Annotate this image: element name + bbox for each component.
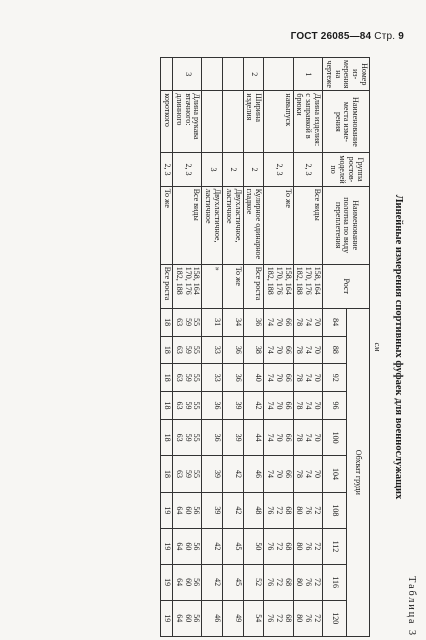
table-row (161, 58, 173, 637)
value-cell (173, 564, 202, 600)
value: 59 (183, 318, 193, 327)
value-cell (223, 364, 244, 392)
col-header-girth-group: Обхват груди (346, 308, 369, 636)
girth-header: 104 (323, 456, 347, 492)
col-header-place: Наименование места изме-рения (323, 91, 370, 153)
value: 63 (174, 470, 184, 478)
height-value: 158, 164 (283, 266, 293, 295)
height-value: 182, 188 (266, 266, 276, 295)
height-value: 158, 164 (313, 266, 323, 295)
value-cell (293, 392, 322, 420)
value: 76 (304, 614, 314, 623)
value: 19 (163, 506, 173, 515)
value: 63 (174, 401, 184, 410)
value-cell (223, 308, 244, 336)
table-body (161, 58, 323, 637)
value: 70 (313, 401, 323, 410)
measurement-place: Длина рукава втачного: длинного (173, 91, 202, 153)
value: 78 (295, 401, 305, 410)
value: 66 (283, 318, 293, 327)
value: 63 (174, 433, 184, 442)
value: 74 (266, 345, 276, 354)
value: 72 (313, 506, 323, 515)
value-cell (161, 456, 173, 492)
value-cell (243, 308, 264, 336)
height-value: 182, 188 (295, 266, 305, 295)
value-cell (202, 308, 223, 336)
col-header-name: Наименование полотна по виду переплетения (323, 186, 370, 264)
value: 19 (163, 542, 173, 551)
value: 42 (213, 542, 223, 551)
value: 54 (254, 614, 264, 623)
value: 76 (304, 506, 314, 515)
table-label: Таблица 3 (406, 576, 417, 637)
value: 31 (213, 318, 223, 327)
measurement-place (223, 91, 244, 153)
value-cell (223, 392, 244, 420)
value: 50 (254, 542, 264, 551)
value: 55 (192, 345, 202, 354)
value-cell (264, 600, 293, 636)
value: 40 (254, 373, 264, 382)
value-cell (202, 564, 223, 600)
value-cell (161, 308, 173, 336)
girth-header: 88 (323, 336, 347, 364)
value: 78 (295, 470, 305, 478)
value-cell (173, 529, 202, 565)
value: 45 (233, 578, 243, 587)
value: 80 (295, 542, 305, 551)
value: 56 (192, 506, 202, 515)
gost-number: ГОСТ 26085—84 (290, 31, 372, 42)
value: 42 (254, 401, 264, 410)
value: 70 (274, 470, 284, 478)
value: 59 (183, 433, 193, 442)
value-cell (173, 308, 202, 336)
measurement-number: 1 (293, 58, 322, 91)
value: 59 (183, 401, 193, 410)
value-cell (223, 456, 244, 492)
measurement-number: 2 (243, 58, 264, 91)
value-cell (243, 529, 264, 565)
value: 42 (233, 506, 243, 515)
measurement-place (202, 91, 223, 153)
value: 59 (183, 373, 193, 382)
value-cell (293, 600, 322, 636)
height-value: 170, 176 (183, 266, 193, 295)
measurement-number (223, 58, 244, 91)
value-cell (161, 364, 173, 392)
value: 55 (192, 470, 202, 478)
height-values (173, 264, 202, 308)
value-cell (223, 564, 244, 600)
value: 70 (274, 373, 284, 382)
value: 55 (192, 433, 202, 442)
value: 18 (163, 373, 173, 382)
height-value: Все роста (163, 266, 173, 301)
value-cell (161, 336, 173, 364)
value: 33 (213, 345, 223, 354)
value: 39 (233, 401, 243, 410)
col-header-group: Группа ростов-моделей по (323, 153, 370, 186)
value-cell (202, 336, 223, 364)
value-cell (223, 600, 244, 636)
height-value: Все роста (254, 266, 264, 301)
value-cell (264, 529, 293, 565)
value-cell (223, 336, 244, 364)
height-values (161, 264, 173, 308)
value: 48 (254, 506, 264, 515)
value-cell (243, 419, 264, 455)
value: 74 (304, 373, 314, 382)
value: 78 (295, 373, 305, 382)
value: 42 (213, 578, 223, 587)
value: 72 (274, 614, 284, 623)
value: 55 (192, 318, 202, 327)
measurement-place: короткого (161, 91, 173, 153)
value: 46 (254, 470, 264, 478)
value: 70 (274, 401, 284, 410)
value: 59 (183, 470, 193, 478)
measurement-number (202, 58, 223, 91)
value: 74 (304, 433, 314, 442)
value-cell (264, 364, 293, 392)
value: 72 (313, 542, 323, 551)
value: 78 (295, 318, 305, 327)
value: 74 (304, 401, 314, 410)
value: 49 (233, 614, 243, 623)
value: 76 (266, 542, 276, 551)
value-cell (202, 529, 223, 565)
value: 60 (183, 578, 193, 587)
girth-header: 120 (323, 600, 347, 636)
value-cell (264, 456, 293, 492)
value-cell (173, 336, 202, 364)
value-cell (223, 529, 244, 565)
value: 70 (313, 433, 323, 442)
value: 36 (213, 433, 223, 442)
value: 70 (274, 318, 284, 327)
value: 56 (192, 542, 202, 551)
value-cell (264, 564, 293, 600)
table-title: Линейные измерения спортивных фуфаек для военнослужащих (393, 194, 404, 500)
value: 33 (213, 373, 223, 382)
value-cell (264, 392, 293, 420)
measurement-number (264, 58, 293, 91)
value-cell (202, 419, 223, 455)
value: 55 (192, 373, 202, 382)
value: 18 (163, 433, 173, 442)
value: 39 (213, 506, 223, 515)
value: 74 (266, 433, 276, 442)
value: 18 (163, 401, 173, 410)
value: 45 (233, 542, 243, 551)
value-cell (223, 419, 244, 455)
measurement-place: навыпуск (264, 91, 293, 153)
value: 18 (163, 318, 173, 327)
height-values (243, 264, 264, 308)
value: 19 (163, 578, 173, 587)
value: 80 (295, 578, 305, 587)
unit-label: см (373, 342, 382, 352)
measurements-table (160, 57, 370, 637)
girth-header: 100 (323, 419, 347, 455)
page-number: 9 (398, 31, 404, 42)
fabric-name: Все виды (173, 186, 202, 264)
value-cell (161, 529, 173, 565)
page-word: Стр. (374, 31, 396, 42)
value-cell (264, 336, 293, 364)
value-cell (293, 308, 322, 336)
value: 36 (213, 401, 223, 410)
value-cell (161, 600, 173, 636)
value: 74 (304, 470, 314, 478)
value: 74 (266, 318, 276, 327)
value: 42 (233, 470, 243, 478)
value-cell (293, 564, 322, 600)
height-values (293, 264, 322, 308)
value-cell (202, 600, 223, 636)
height-value: То же (233, 266, 243, 286)
value: 18 (163, 345, 173, 354)
value-cell (243, 564, 264, 600)
value: 66 (283, 433, 293, 442)
value: 72 (313, 614, 323, 623)
height-values (202, 264, 223, 308)
height-values (264, 264, 293, 308)
table-row (264, 58, 293, 637)
girth-header: 96 (323, 392, 347, 420)
model-group: 2 (223, 153, 244, 186)
value: 56 (192, 578, 202, 587)
value-cell (293, 419, 322, 455)
value: 64 (174, 578, 184, 587)
value: 36 (233, 373, 243, 382)
height-value: 158, 164 (192, 266, 202, 295)
value: 76 (304, 542, 314, 551)
height-value: » (213, 266, 223, 271)
value: 74 (266, 373, 276, 382)
value: 64 (174, 506, 184, 515)
value: 46 (213, 614, 223, 623)
rotated-table-area (6, 57, 422, 637)
value-cell (264, 419, 293, 455)
value: 74 (304, 318, 314, 327)
value: 70 (313, 345, 323, 354)
value: 68 (283, 614, 293, 623)
value: 63 (174, 345, 184, 354)
value-cell (161, 492, 173, 528)
value-cell (202, 456, 223, 492)
value-cell (243, 392, 264, 420)
value: 68 (283, 578, 293, 587)
value: 76 (266, 578, 276, 587)
value: 72 (274, 542, 284, 551)
table-row (202, 58, 223, 637)
measurement-place: Длина изделия: с заправкой в брюки (293, 91, 322, 153)
page-header (291, 31, 404, 42)
value-cell (173, 364, 202, 392)
table-row (223, 58, 244, 637)
value-cell (293, 336, 322, 364)
model-group: 2, 3 (293, 153, 322, 186)
value: 80 (295, 506, 305, 515)
model-group: 2, 3 (264, 153, 293, 186)
value: 74 (266, 470, 276, 478)
value: 74 (304, 345, 314, 354)
value: 34 (233, 318, 243, 327)
value: 70 (313, 373, 323, 382)
value: 64 (174, 542, 184, 551)
value: 38 (254, 345, 264, 354)
height-values (223, 264, 244, 308)
measurement-number: 3 (173, 58, 202, 91)
value: 63 (174, 318, 184, 327)
value-cell (173, 419, 202, 455)
value: 63 (174, 373, 184, 382)
value-cell (293, 529, 322, 565)
measurement-place: Ширина изделия (243, 91, 264, 153)
value: 39 (213, 470, 223, 478)
value: 70 (313, 318, 323, 327)
value: 66 (283, 401, 293, 410)
measurement-number (161, 58, 173, 91)
value: 60 (183, 614, 193, 623)
model-group: 2, 3 (173, 153, 202, 186)
value-cell (264, 308, 293, 336)
value-cell (202, 492, 223, 528)
value-cell (173, 392, 202, 420)
value-cell (293, 456, 322, 492)
value-cell (264, 492, 293, 528)
value: 59 (183, 345, 193, 354)
girth-header: 112 (323, 529, 347, 565)
value: 55 (192, 401, 202, 410)
value: 60 (183, 542, 193, 551)
value: 68 (283, 542, 293, 551)
model-group: 2, 3 (161, 153, 173, 186)
value-cell (223, 492, 244, 528)
value: 72 (313, 578, 323, 587)
value: 80 (295, 614, 305, 623)
col-header-num: Номер из-мерения на чертеже (323, 58, 370, 91)
value: 78 (295, 433, 305, 442)
value-cell (293, 364, 322, 392)
value-cell (202, 392, 223, 420)
value: 39 (233, 433, 243, 442)
value-cell (243, 492, 264, 528)
height-value: 170, 176 (274, 266, 284, 295)
girth-header: 108 (323, 492, 347, 528)
value-cell (173, 600, 202, 636)
girth-header: 92 (323, 364, 347, 392)
value: 44 (254, 433, 264, 442)
girth-header: 84 (323, 308, 347, 336)
value: 52 (254, 578, 264, 587)
value: 60 (183, 506, 193, 515)
model-group: 3 (202, 153, 223, 186)
value: 66 (283, 373, 293, 382)
value: 76 (266, 506, 276, 515)
value-cell (173, 456, 202, 492)
fabric-name: То же (161, 186, 173, 264)
value: 70 (274, 433, 284, 442)
value: 78 (295, 345, 305, 354)
value: 70 (274, 345, 284, 354)
value-cell (161, 419, 173, 455)
value-cell (161, 392, 173, 420)
value-cell (293, 492, 322, 528)
fabric-name: Двухластичное, ластичное (223, 186, 244, 264)
height-value: 182, 188 (174, 266, 184, 295)
col-header-height: Рост (323, 264, 370, 308)
value: 72 (274, 506, 284, 515)
value: 66 (283, 345, 293, 354)
value: 74 (266, 401, 276, 410)
fabric-name: Двухластичное, ластичное (202, 186, 223, 264)
value-cell (243, 456, 264, 492)
value: 76 (304, 578, 314, 587)
value: 66 (283, 470, 293, 478)
value: 64 (174, 614, 184, 623)
value-cell (161, 564, 173, 600)
value: 36 (233, 345, 243, 354)
table-row (173, 58, 202, 637)
model-group: 2 (243, 153, 264, 186)
value-cell (173, 492, 202, 528)
value: 72 (274, 578, 284, 587)
value: 76 (266, 614, 276, 623)
value: 19 (163, 614, 173, 623)
table-row (293, 58, 322, 637)
fabric-name: Кулирное одинарное гладкое (243, 186, 264, 264)
value: 68 (283, 506, 293, 515)
value: 56 (192, 614, 202, 623)
value-cell (243, 364, 264, 392)
value: 36 (254, 318, 264, 327)
value-cell (243, 600, 264, 636)
fabric-name: Все виды (293, 186, 322, 264)
value: 18 (163, 470, 173, 478)
fabric-name: То же (264, 186, 293, 264)
value: 70 (313, 470, 323, 478)
value-cell (243, 336, 264, 364)
table-row (243, 58, 264, 637)
value-cell (202, 364, 223, 392)
girth-header: 116 (323, 564, 347, 600)
height-value: 170, 176 (304, 266, 314, 295)
